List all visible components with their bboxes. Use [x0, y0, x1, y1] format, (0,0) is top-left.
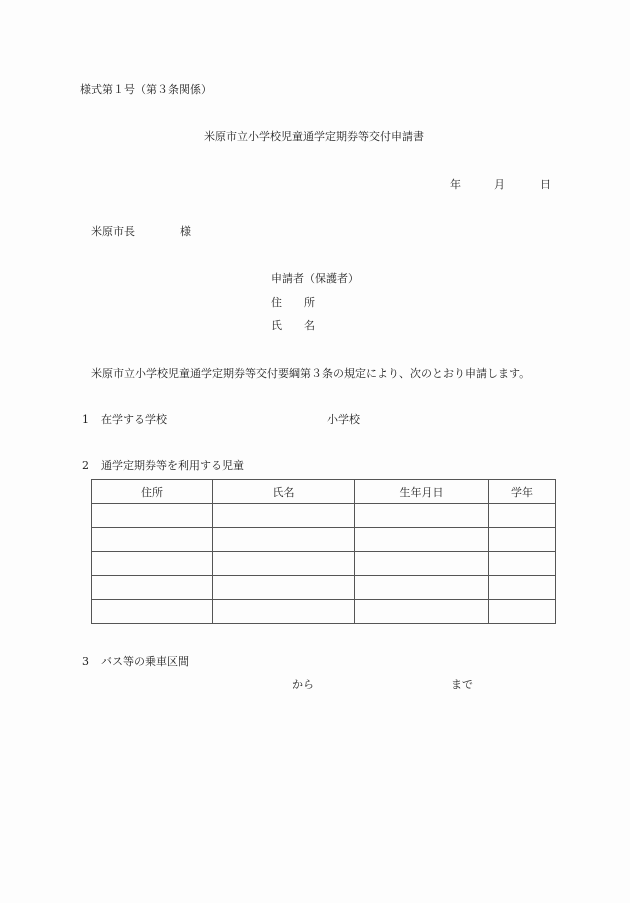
addressee-name: 米原市長: [91, 225, 135, 238]
cell-address[interactable]: [92, 552, 213, 576]
section3-to-label: まで: [451, 678, 473, 691]
document-title: 米原市立小学校児童通学定期券等交付申請書: [204, 130, 424, 143]
table-row: [92, 528, 556, 552]
table-row: [92, 552, 556, 576]
date-month-label: 月: [494, 178, 505, 191]
applicant-heading: 申請者（保護者）: [271, 272, 359, 285]
cell-birthdate[interactable]: [355, 504, 489, 528]
addressee-honorific: 様: [180, 225, 191, 238]
cell-name[interactable]: [213, 528, 355, 552]
cell-birthdate[interactable]: [355, 600, 489, 624]
cell-grade[interactable]: [489, 504, 556, 528]
children-table: [91, 479, 556, 624]
header-name: 氏名: [213, 480, 355, 504]
cell-birthdate[interactable]: [355, 528, 489, 552]
section3-label: バス等の乗車区間: [101, 655, 189, 668]
date-day-label: 日: [540, 178, 551, 191]
section2-number: 2: [82, 459, 89, 472]
section1-school-suffix: 小学校: [327, 413, 360, 426]
cell-address[interactable]: [92, 528, 213, 552]
section1-label: 在学する学校: [101, 413, 167, 426]
table-row: [92, 576, 556, 600]
intro-text: 米原市立小学校児童通学定期券等交付要綱第３条の規定により、次のとおり申請します。: [91, 367, 531, 380]
cell-address[interactable]: [92, 600, 213, 624]
cell-name[interactable]: [213, 552, 355, 576]
cell-name[interactable]: [213, 600, 355, 624]
section2-label: 通学定期券等を利用する児童: [101, 459, 244, 472]
cell-address[interactable]: [92, 576, 213, 600]
date-year-label: 年: [450, 178, 461, 191]
header-birthdate: 生年月日: [355, 480, 489, 504]
applicant-address-label: 住 所: [271, 296, 315, 309]
cell-birthdate[interactable]: [355, 576, 489, 600]
cell-name[interactable]: [213, 576, 355, 600]
table-row: [92, 600, 556, 624]
cell-grade[interactable]: [489, 600, 556, 624]
applicant-name-label: 氏 名: [271, 319, 315, 332]
header-address: 住所: [92, 480, 213, 504]
table-row: [92, 504, 556, 528]
cell-grade[interactable]: [489, 552, 556, 576]
cell-grade[interactable]: [489, 528, 556, 552]
section3-from-label: から: [292, 678, 314, 691]
section1-number: 1: [82, 413, 89, 426]
section3-number: 3: [82, 655, 89, 668]
cell-address[interactable]: [92, 504, 213, 528]
cell-birthdate[interactable]: [355, 552, 489, 576]
form-number: 様式第１号（第３条関係）: [80, 83, 212, 96]
cell-name[interactable]: [213, 504, 355, 528]
cell-grade[interactable]: [489, 576, 556, 600]
table-header-row: [92, 480, 556, 504]
header-grade: 学年: [489, 480, 556, 504]
